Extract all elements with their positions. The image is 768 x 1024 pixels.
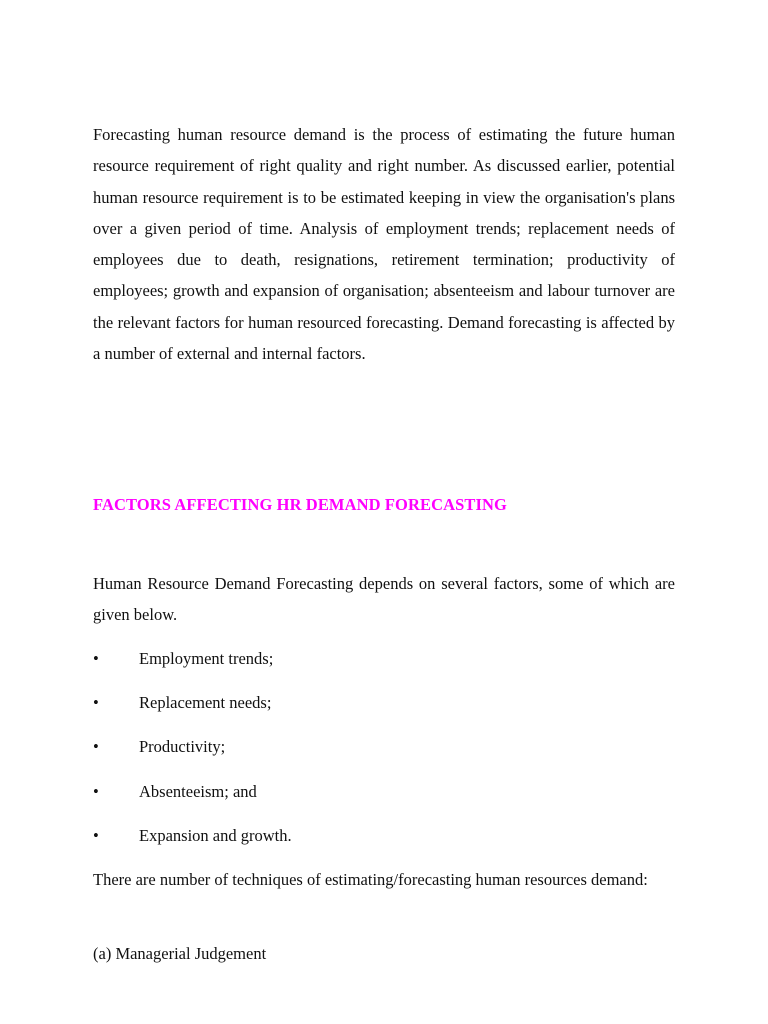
bullet-icon: • (93, 825, 99, 845)
bullet-icon: • (93, 693, 99, 713)
bullet-icon: • (93, 781, 99, 801)
list-item (93, 687, 675, 731)
list-item (93, 776, 675, 820)
list-item (93, 731, 675, 775)
section-heading: FACTORS AFFECTING HR DEMAND FORECASTING (93, 495, 507, 514)
bullet-icon: • (93, 737, 99, 757)
bullet-icon: • (93, 649, 99, 668)
factors-list (93, 643, 675, 864)
list-item (93, 820, 675, 864)
factor-label: Replacement needs; (139, 693, 272, 713)
factors-intro-paragraph: Human Resource Demand Forecasting depends on several factors, some of which are given below. (93, 574, 675, 625)
factor-label: Employment trends; (139, 649, 274, 668)
techniques-intro-paragraph: There are number of techniques of estimating/forecasting human resources demand: (93, 870, 648, 889)
factor-label: Absenteeism; and (139, 781, 257, 801)
list-item (93, 643, 675, 687)
technique-a-label: (a) Managerial Judgement (93, 944, 267, 963)
factor-label: Expansion and growth. (139, 825, 292, 845)
factor-label: Productivity; (139, 737, 226, 757)
intro-paragraph: Forecasting human resource demand is the process of estimating the future human resource requirement of right quality and right number. As discussed earlier, potential human resource requirement is to be estimated keeping in view the organisation's plans over a given period of time. Analysis of employment trends; replacement needs of employees due to death, resignations, retirement termination; productivity of employees; growth and expansion of organisation; absenteeism and labour turnover are the relevant factors for human resourced forecasting. Demand forecasting is affected by a number of external and internal factors. (93, 125, 675, 364)
